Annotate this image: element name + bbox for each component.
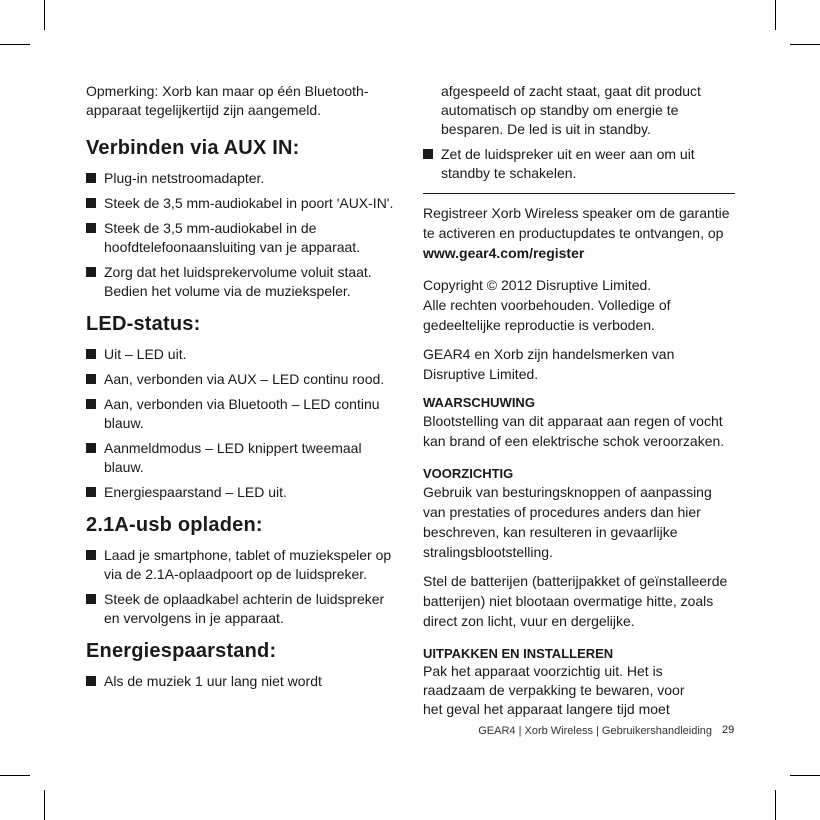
page-number: 29 [722, 724, 735, 736]
list-item: Steek de 3,5 mm-audiokabel in poort 'AUX-IN'. [86, 194, 398, 213]
list-item: Zet de luidspreker uit en weer aan om uit standby te schakelen. [423, 145, 735, 183]
list-item: Steek de oplaadkabel achterin de luidspreker en vervolgens in je apparaat. [86, 590, 398, 628]
bullet-square-icon [86, 267, 96, 277]
right-column [423, 82, 735, 719]
bullet-square-icon [86, 594, 96, 604]
list-item: Zorg dat het luidsprekervolume voluit staat. Bedien het volume via de muziekspeler. [86, 263, 398, 301]
list-item: Aan, verbonden via Bluetooth – LED continu blauw. [86, 395, 398, 433]
crop-mark [0, 44, 30, 45]
crop-mark [44, 790, 45, 820]
crop-mark [790, 44, 820, 45]
led-list [86, 345, 398, 502]
bullet-square-icon [86, 676, 96, 686]
register-link[interactable]: www.gear4.com/register [423, 245, 585, 261]
trademark-paragraph: GEAR4 en Xorb zijn handelsmerken van Disruptive Limited. [423, 346, 675, 382]
register-paragraph: Registreer Xorb Wireless speaker om de garantie te activeren en productupdates te ontvangen, op www.gear4.com/register [423, 205, 730, 261]
energy-list-continued [423, 145, 735, 183]
bullet-square-icon [86, 443, 96, 453]
list-item: Steek de 3,5 mm-audiokabel in de hoofdtelefoonaansluiting van je apparaat. [86, 219, 398, 257]
aux-list [86, 169, 398, 301]
crop-mark [790, 775, 820, 776]
energy-heading: Energiespaarstand: [86, 640, 277, 662]
crop-mark [44, 0, 45, 30]
list-item: Uit – LED uit. [86, 345, 398, 364]
footer-text: GEAR4 | Xorb Wireless | Gebruikershandleiding [478, 725, 712, 737]
aux-heading: Verbinden via AUX IN: [86, 137, 300, 159]
list-item: Aanmeldmodus – LED knippert tweemaal blauw. [86, 439, 398, 477]
left-column [86, 82, 398, 691]
bullet-square-icon [423, 149, 433, 159]
bullet-square-icon [86, 198, 96, 208]
list-item: Plug-in netstroomadapter. [86, 169, 398, 188]
warning-text: Blootstelling van dit apparaat aan regen of vocht kan brand of een elektrische schok veroorzaken. [423, 413, 725, 449]
bullet-square-icon [86, 487, 96, 497]
crop-mark [775, 790, 776, 820]
unpack-title: UITPAKKEN EN INSTALLEREN [423, 646, 614, 661]
energy-list [86, 672, 398, 691]
bullet-square-icon [86, 173, 96, 183]
divider [423, 193, 735, 194]
battery-text: Stel de batterijen (batterijpakket of geïnstalleerde batterijen) niet blootaan overmatige hitte, zoals direct zon licht, vuur en dergelijke. [423, 573, 728, 629]
warning-title: WAARSCHUWING [423, 395, 535, 410]
crop-mark [775, 0, 776, 30]
crop-mark [0, 775, 30, 776]
energy-continued: afgespeeld of zacht staat, gaat dit product automatisch op standby om energie te besparen. De led is uit in standby. [441, 83, 701, 137]
bullet-square-icon [86, 374, 96, 384]
usb-list [86, 546, 398, 628]
list-item: Laad je smartphone, tablet of muziekspeler op via de 2.1A-oplaadpoort op de luidspreker. [86, 546, 398, 584]
intro-note: Opmerking: Xorb kan maar op één Bluetooth-apparaat tegelijkertijd zijn aangemeld. [86, 83, 369, 118]
bullet-square-icon [86, 349, 96, 359]
unpack-text: Pak het apparaat voorzichtig uit. Het is raadzaam de verpakking te bewaren, voor het geval het apparaat langere tijd moet [423, 663, 685, 717]
bullet-square-icon [86, 399, 96, 409]
usb-heading: 2.1A-usb opladen: [86, 514, 263, 536]
bullet-square-icon [86, 223, 96, 233]
led-heading: LED-status: [86, 313, 201, 335]
page-footer [0, 724, 820, 738]
copyright-paragraph: Copyright © 2012 Disruptive Limited. Alle rechten voorbehouden. Volledige of gedeeltelijke reproductie is verboden. [423, 277, 671, 333]
list-item: Energiespaarstand – LED uit. [86, 483, 398, 502]
caution-text: Gebruik van besturingsknoppen of aanpassing van prestaties of procedures anders dan hier beschreven, kan resulteren in gevaarlijke stralingsblootstelling. [423, 484, 712, 560]
list-item: Als de muziek 1 uur lang niet wordt [86, 672, 398, 691]
caution-title: VOORZICHTIG [423, 466, 514, 481]
bullet-square-icon [86, 550, 96, 560]
list-item: Aan, verbonden via AUX – LED continu rood. [86, 370, 398, 389]
